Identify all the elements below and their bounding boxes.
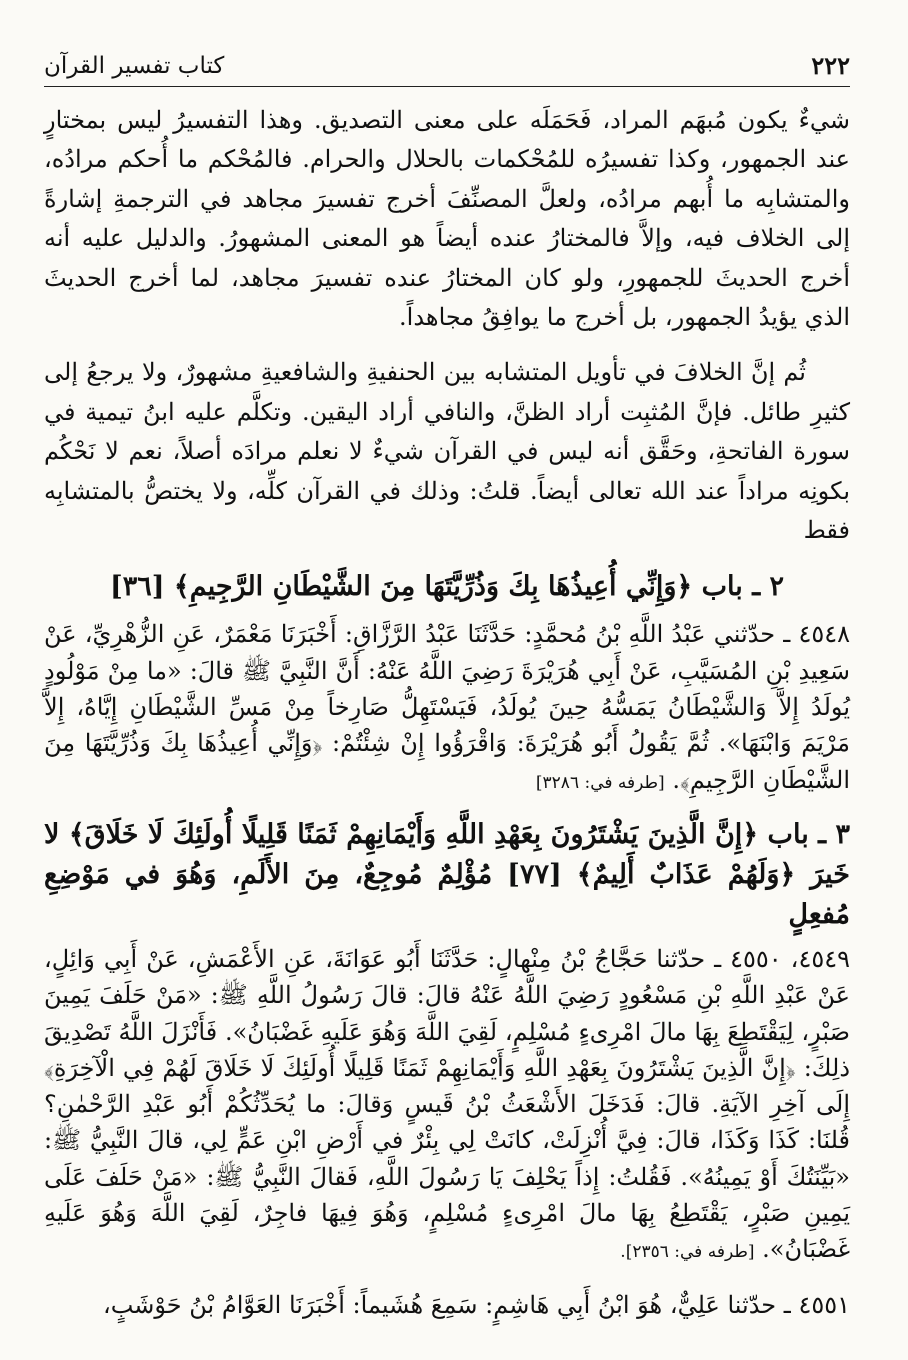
hadith-4548-text: ٤٥٤٨ ـ حدّثني عَبْدُ اللَّهِ بْنُ مُحمَّدٍ: حَدَّثَنَا عَبْدُ الرَّزَّاقِ: أَخْبَرَنَا مَعْمَرٌ، عَنِ الزُّهْرِيِّ، عَنْ سَعِيدِ بْنِ المُسَيَّبِ، عَنْ أَبِي هُرَيْرَةَ رَضِيَ اللَّهُ عَنْهُ: أَنَّ النَّبِيَّ ﷺ قالَ: «ما مِنْ مَوْلُودٍ يُولَدُ إِلاَّ وَالشَّيْطَانُ يَمَسُّهُ حِينَ يُولَدُ، فَيَسْتَهِلُّ صَارِخاً مِنْ مَسِّ الشَّيْطَانِ إِيَّاهُ، إِلاَّ مَرْيَمَ وَابْنَهَا». ثُمَّ يَقُولُ أَبُو هُرَيْرَةَ: وَاقْرَؤُوا إِنْ شِئْتُمْ: ﴿وَإِنِّي أُعِيذُهَا بِكَ وَذُرِّيَّتَهَا مِنَ الشَّيْطَانِ الرَّجِيمِ﴾. bbox=[44, 620, 850, 794]
hadith-4548-reference: [طرفه في: ٣٢٨٦] bbox=[535, 772, 665, 793]
chapter-heading-3: ٣ ـ باب ﴿إِنَّ الَّذِينَ يَشْتَرُونَ بِعَهْدِ اللَّهِ وَأَيْمَانِهِمْ ثَمَنًا قَلِيلًا أُولَئِكَ لَا خَلَاقَ﴾ لا خَيرَ ﴿وَلَهُمْ عَذَابٌ أَلِيمٌ﴾ [٧٧] مُؤْلِمٌ مُوجِعٌ، مِنَ الأَلَمِ، وَهُوَ في مَوْضِعِ مُفعِلٍ bbox=[44, 818, 850, 930]
hadith-4549-text: ٤٥٤٩، ٤٥٥٠ ـ حدّثنا حَجَّاجُ بْنُ مِنْهالٍ: حَدَّثَنَا أَبُو عَوَانَةَ، عَنِ الأَعْمَشِ، عَنْ أَبِي وَائِلٍ، عَنْ عَبْدِ اللَّهِ بْنِ مَسْعُودٍ رَضِيَ اللَّهُ عَنْهُ قالَ: قالَ رَسُولُ اللَّهِ ﷺ: «مَنْ حَلَفَ يَمِينَ صَبْرٍ، لِيَقْتَطِعَ بِهَا مالَ امْرِىءٍ مُسْلِمٍ، لَقِيَ اللَّهَ وَهُوَ عَلَيهِ غَضْبَانُ». فَأَنْزَلَ اللَّهُ تَصْدِيقَ ذلِكَ: ﴿إِنَّ الَّذِينَ يَشْتَرُونَ بِعَهْدِ اللَّهِ وَأَيْمَانِهِمْ ثَمَنًا قَلِيلًا أُولَئِكَ لَا خَلَاقَ لَهُمْ فِي الْآخِرَةِ﴾ إِلَى آخِرِ الآيَةِ. قالَ: فَدَخَلَ الأَشْعَثُ بْنُ قَيسٍ وَقالَ: ما يُحَدِّثُكُمْ أَبُو عَبْدِ الرَّحْمٰنِ؟ قُلنَا: كَذَا وَكَذَا، قالَ: فِيَّ أُنْزِلَتْ، كانَتْ لِي بِئْرٌ في أَرْضِ ابْنِ عَمٍّ لِي، قالَ النَّبِيُّ ﷺ: «بَيِّنَتُكَ أَوْ يَمِينُهُ». فَقُلتُ: إِذاً يَحْلِفَ يَا رَسُولَ اللَّهِ، فَقالَ النَّبِيُّ ﷺ: «مَنْ حَلَفَ عَلَى يَمِينِ صَبْرٍ، يَقْتَطِعُ بِهَا مالَ امْرِىءٍ مُسْلِمٍ، وَهُوَ فِيهَا فاجِرٌ، لَقِيَ اللَّهَ وَهُوَ عَلَيهِ غَضْبَانُ». bbox=[44, 944, 851, 1264]
commentary-paragraph-2: ثُم إنَّ الخلافَ في تأويل المتشابه بين الحنفيةِ والشافعيةِ مشهورٌ، ولا يرجعُ إلى كثيرِ طائل. فإنَّ المُثبِت أراد الظنَّ، والنافي أراد اليقين. وتكلَّم عليه ابنُ تيمية في سورة الفاتحةِ، وحَقَّق أنه ليس في القرآن شيءٌ لا نعلم مرادَه أصلاً، نعم لا نَحْكُم بكونِه مراداً عند الله تعالى أيضاً. قلتُ: وذلك في القرآن كلِّه، ولا يختصُّ بالمتشابِه فقط bbox=[44, 358, 850, 545]
book-title: كتاب تفسير القرآن bbox=[44, 53, 225, 79]
page-header bbox=[44, 52, 850, 87]
chapter-heading-2: ٢ ـ باب ﴿وَإِنِّي أُعِيذُهَا بِكَ وَذُرِّيَّتَهَا مِنَ الشَّيْطَانِ الرَّجِيمِ﴾ [٣٦] bbox=[109, 571, 785, 603]
hadith-4551-text: ٤٥٥١ ـ حدّثنا عَلِيٌّ، هُوَ ابْنُ أَبِي هَاشِمٍ: سَمِعَ هُشَيماً: أَخْبَرَنَا العَوَّامُ بْنُ حَوْشَبٍ، bbox=[102, 1290, 850, 1319]
hadith-4549-4550 bbox=[44, 941, 850, 1271]
hadith-4548 bbox=[44, 616, 850, 800]
commentary-paragraph-1: شيءٌ يكون مُبهَم المراد، فَحَمَلَه على معنى التصديق. وهذا التفسيرُ ليس بمختارٍ عند الجمهور، وكذا تفسيرُه للمُحْكمات بالحلال والحرام. فالمُحْكم ما أُحكم مرادُه، والمتشابِه ما أُبهم مرادُه، ولعلَّ المصنِّفَ أخرج تفسيرَ مجاهد في الترجمةِ إشارةً إلى الخلاف فيه، وإلاَّ فالمختارُ عنده أيضاً هو المعنى المشهورُ. والدليل عليه أنه أخرج الحديثَ للجمهورِ، ولو كان المختارُ عنده تفسيرَ مجاهد، لما أخرج الحديثَ الذي يؤيدُ الجمهور، بل أخرج ما يوافِقُ مجاهداً. bbox=[44, 106, 850, 332]
hadith-4549-reference: [طرفه في: ٢٣٥٦]. bbox=[620, 1242, 755, 1263]
page-number: ٢٢٢ bbox=[811, 51, 850, 80]
hadith-4551 bbox=[44, 1287, 850, 1323]
